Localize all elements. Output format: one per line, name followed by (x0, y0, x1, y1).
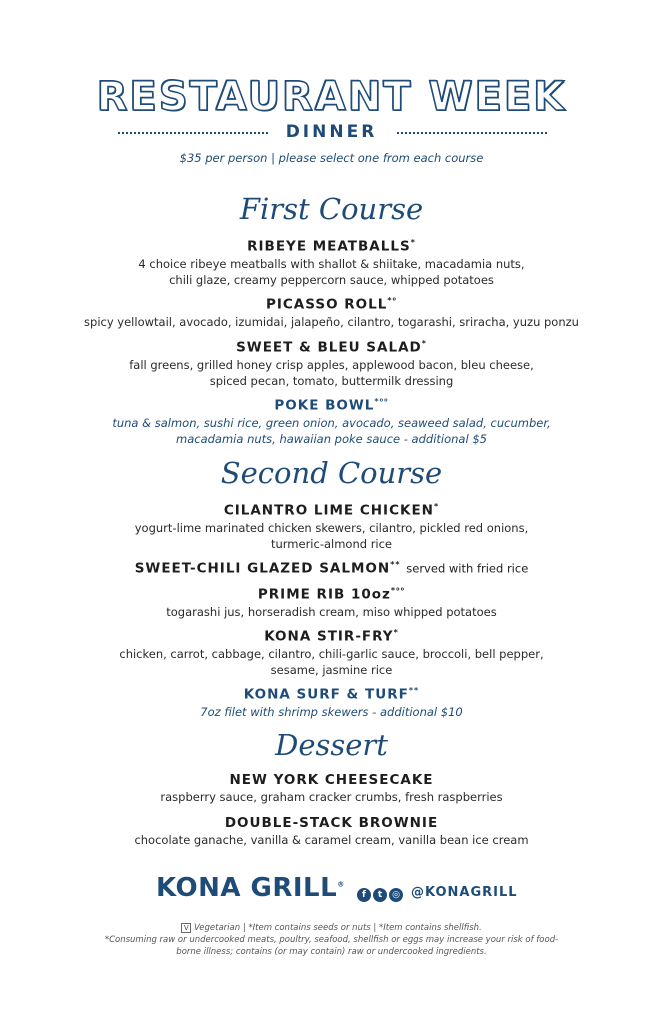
item-desc: raspberry sauce, graham cracker crumbs, fresh raspberries (160, 790, 503, 804)
item-name: CILANTRO LIME CHICKEN (223, 502, 434, 519)
legend-line: Vegetarian | *Item contains seeds or nuts | *Item contains shellfish. (193, 923, 482, 933)
item-desc: turmeric-almond rice (270, 536, 393, 551)
item-note: served with fried rice (406, 561, 529, 576)
item-marks: * (393, 628, 399, 637)
item-desc: spiced pecan, tomato, buttermilk dressing (209, 373, 454, 388)
menu-item-kona-surf-turf (0, 682, 663, 720)
item-desc: macadamia nuts, hawaiian poke sauce - additional $5 (176, 431, 487, 446)
dotted-divider-right (397, 132, 547, 134)
dessert-title: Dessert (275, 728, 388, 762)
legend-line: borne illness; contains (or may contain) raw or undercooked ingredients. (176, 947, 487, 957)
item-name: RIBEYE MEATBALLS (247, 238, 411, 255)
legend-line: *Consuming raw or undercooked meats, poultry, seafood, shellfish or eggs may increase your risk of food- (104, 935, 559, 945)
menu-item-sweet-chili-salmon (0, 556, 663, 578)
item-desc: 7oz filet with shrimp skewers - additional $10 (200, 704, 463, 719)
item-marks: ** (408, 686, 420, 695)
menu-item-ny-cheesecake (0, 771, 663, 805)
item-name: PRIME RIB 10oz (257, 586, 391, 603)
item-marks: *⁰⁰ (390, 586, 406, 595)
item-desc: chili glaze, creamy peppercorn sauce, whipped potatoes (169, 272, 494, 287)
kona-grill-logo (156, 873, 345, 903)
menu-item-cilantro-lime-chicken (0, 498, 663, 552)
menu-title: RESTAURANT WEEK (96, 74, 567, 120)
item-name: SWEET & BLEU SALAD (236, 339, 422, 356)
item-marks: * (410, 238, 416, 247)
item-marks: *⁰ (387, 296, 398, 305)
dinner-subtitle-row (0, 122, 663, 144)
item-desc: togarashi jus, horseradish cream, miso whipped potatoes (166, 604, 497, 619)
item-desc: spicy yellowtail, avocado, izumidai, jalapeño, cilantro, togarashi, sriracha, yuzu ponzu (84, 314, 579, 329)
allergen-legend (0, 922, 663, 958)
item-name: KONA SURF & TURF (243, 686, 409, 703)
item-name: KONA STIR-FRY (264, 628, 394, 645)
item-desc: chicken, carrot, cabbage, cilantro, chili-garlic sauce, broccoli, bell pepper, (119, 646, 544, 661)
social-icons (357, 884, 405, 904)
item-marks: *⁰⁰ (374, 397, 389, 406)
item-name: POKE BOWL (274, 397, 375, 414)
menu-item-picasso-roll (0, 292, 663, 330)
menu-item-kona-stir-fry (0, 624, 663, 678)
item-desc: 4 choice ribeye meatballs with shallot & shiitake, macadamia nuts, (138, 256, 525, 271)
item-name: NEW YORK CHEESECAKE (229, 772, 434, 788)
item-name: DOUBLE-STACK BROWNIE (224, 815, 439, 831)
logo-text: KONA GRILL (156, 873, 338, 903)
menu-item-prime-rib (0, 582, 663, 620)
dinner-subtitle: DINNER (285, 122, 378, 142)
item-name: SWEET-CHILI GLAZED SALMON (134, 560, 391, 577)
twitter-icon[interactable]: t (373, 888, 387, 902)
item-desc: sesame, jasmine rice (270, 662, 393, 677)
menu-item-double-stack-brownie (0, 814, 663, 848)
item-name: PICASSO ROLL (265, 296, 388, 313)
menu-item-poke-bowl (0, 393, 663, 447)
item-desc: fall greens, grilled honey crisp apples, applewood bacon, bleu cheese, (129, 357, 534, 372)
item-marks: * (433, 502, 440, 511)
item-desc: tuna & salmon, sushi rice, green onion, avocado, seaweed salad, cucumber, (112, 415, 551, 430)
second-course-title: Second Course (220, 456, 443, 490)
price-line: $35 per person | please select one from each course (179, 151, 484, 165)
item-desc: chocolate ganache, vanilla & caramel cream, vanilla bean ice cream (134, 833, 529, 847)
social-handle[interactable]: @KONAGRILL (411, 885, 518, 900)
item-desc: yogurt-lime marinated chicken skewers, cilantro, pickled red onions, (134, 520, 529, 535)
item-marks: ** (390, 560, 401, 569)
logo-registered-mark: ® (337, 880, 345, 889)
vegetarian-icon: V (181, 923, 191, 933)
item-marks: * (421, 339, 427, 348)
menu-item-ribeye-meatballs (0, 234, 663, 288)
first-course-title: First Course (239, 192, 424, 226)
menu-item-sweet-bleu-salad (0, 335, 663, 389)
instagram-icon[interactable]: ◎ (389, 888, 403, 902)
facebook-icon[interactable]: f (357, 888, 371, 902)
